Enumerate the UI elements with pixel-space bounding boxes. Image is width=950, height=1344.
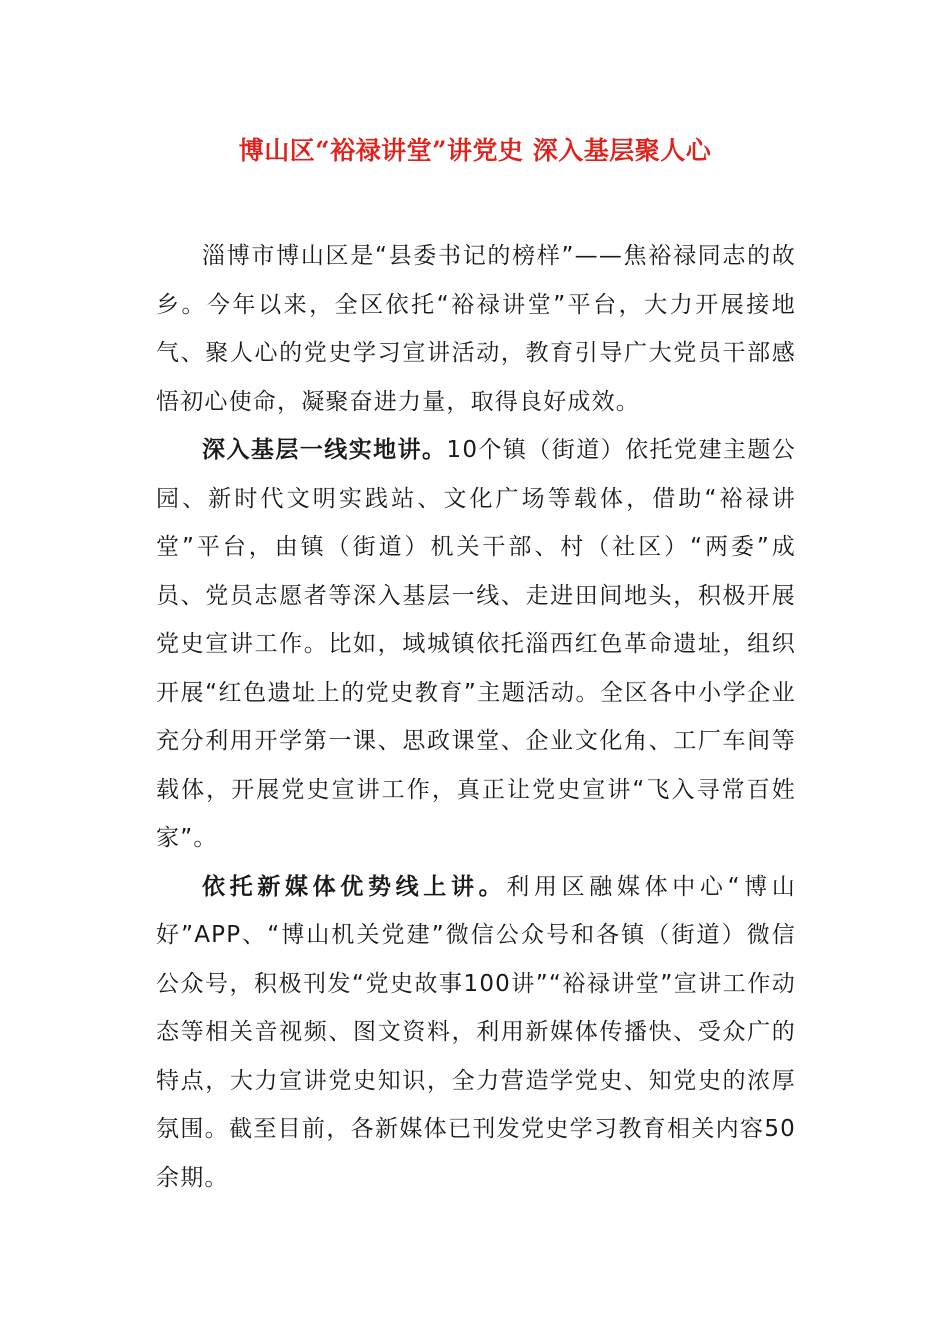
- paragraph-lead: 依托新媒体优势线上讲。: [202, 872, 507, 900]
- paragraph-lead: 深入基层一线实地讲。: [202, 436, 447, 463]
- paragraph-text: 利用区融媒体中心“博山好”APP、“博山机关党建”微信公众号和各镇（街道）微信公众号，积极刊发“党史故事100讲”“裕禄讲堂”宣讲工作动态等相关音视频、图文资料，利用新媒体传播快、受众广的特点，大力宣讲党史知识，全力营造学党史、知党史的浓厚氛围。截至目前，各新媒体已刊发党史学习教育相关内容50余期。: [156, 873, 797, 1191]
- paragraph-new-media: [156, 863, 796, 1203]
- document-title: 博山区“裕禄讲堂”讲党史 深入基层聚人心: [238, 136, 712, 165]
- paragraph-text: 10个镇（街道）依托党建主题公园、新时代文明实践站、文化广场等载体，借助“裕禄讲堂”平台，由镇（街道）机关干部、村（社区）“两委”成员、党员志愿者等深入基层一线、走进田间地头，积极开展党史宣讲工作。比如，域城镇依托淄西红色革命遗址，组织开展“红色遗址上的党史教育”主题活动。全区各中小学企业充分利用开学第一课、思政课堂、企业文化角、工厂车间等载体，开展党史宣讲工作，真正让党史宣讲“飞入寻常百姓家”。: [156, 437, 796, 851]
- document-body: [156, 232, 796, 1202]
- paragraph-grassroots: [156, 426, 796, 863]
- paragraph-intro: [156, 232, 796, 426]
- paragraph-text: 淄博市博山区是“县委书记的榜样”——焦裕禄同志的故乡。今年以来，全区依托“裕禄讲堂”平台，大力开展接地气、聚人心的党史学习宣讲活动，教育引导广大党员干部感悟初心使命，凝聚奋进力量，取得良好成效。: [156, 243, 796, 415]
